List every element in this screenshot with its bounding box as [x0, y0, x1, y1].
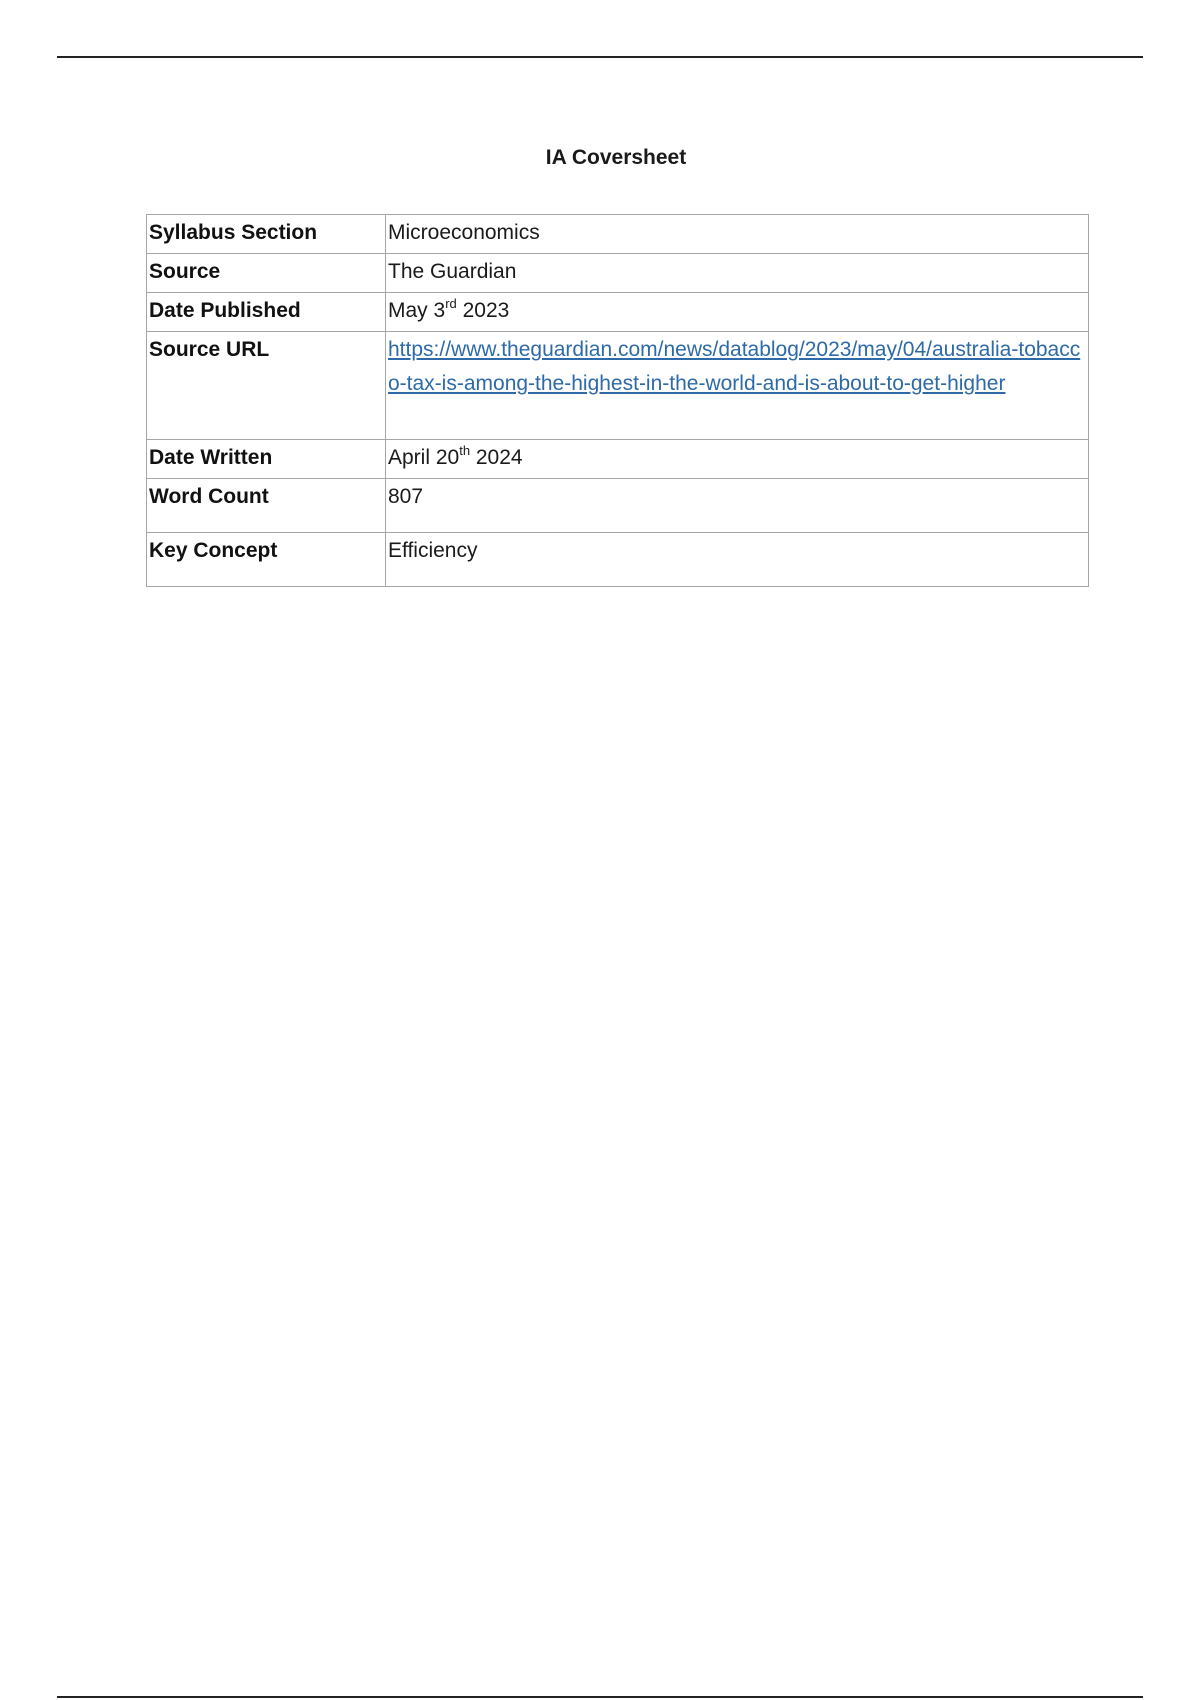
- row-value-word-count: 807: [386, 479, 1089, 533]
- date-published-main: May 3: [388, 299, 446, 322]
- page-title: IA Coversheet: [545, 146, 687, 169]
- table-row: [147, 254, 1089, 293]
- coversheet-table: [146, 214, 1089, 587]
- date-published-ordinal: rd: [445, 296, 457, 311]
- row-value-source: The Guardian: [386, 254, 1089, 293]
- date-published-year: 2023: [456, 299, 510, 322]
- date-written-ordinal: th: [459, 443, 471, 458]
- page-footer-rule: [57, 1696, 1143, 1698]
- date-written-main: April 20: [388, 446, 460, 469]
- table-row: [147, 332, 1089, 440]
- date-written-year: 2024: [470, 446, 523, 469]
- row-value-key-concept: Efficiency: [386, 533, 1089, 587]
- row-label-key-concept: Key Concept: [147, 533, 386, 587]
- row-value-date-published: [386, 293, 1089, 332]
- table-row: [147, 293, 1089, 332]
- row-value-source-url: [386, 332, 1089, 440]
- page-header-rule: [57, 56, 1143, 58]
- table-row: [147, 479, 1089, 533]
- row-label-source-url: Source URL: [147, 332, 386, 440]
- row-label-date-published: Date Published: [147, 293, 386, 332]
- table-row: [147, 440, 1089, 479]
- row-value-date-written: [386, 440, 1089, 479]
- table-row: [147, 215, 1089, 254]
- row-label-date-written: Date Written: [147, 440, 386, 479]
- row-label-word-count: Word Count: [147, 479, 386, 533]
- row-label-syllabus-section: Syllabus Section: [147, 215, 386, 254]
- source-url-link[interactable]: https://www.theguardian.com/news/datablog/2023/may/04/australia-tobacco-tax-is-among-the-highest-in-the-world-and-is-about-to-get-higher: [388, 338, 1081, 395]
- row-value-syllabus-section: Microeconomics: [386, 215, 1089, 254]
- row-label-source: Source: [147, 254, 386, 293]
- table-row: [147, 533, 1089, 587]
